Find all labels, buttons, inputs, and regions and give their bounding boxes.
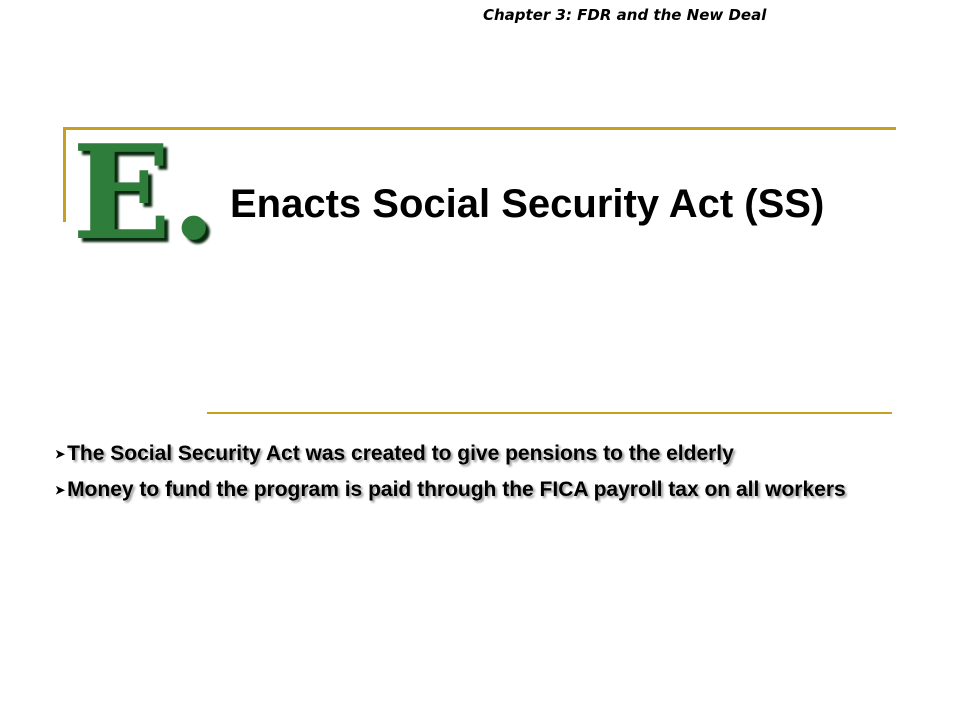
slide-title: Enacts Social Security Act (SS) — [230, 182, 825, 226]
arrow-bullet-icon: ➤ — [55, 446, 66, 461]
bullet-item — [55, 476, 915, 504]
section-letter: E. — [72, 116, 217, 269]
bullet-list — [55, 440, 915, 512]
bullet-text: The Social Security Act was created to give pensions to the elderly — [67, 442, 734, 465]
left-divider — [63, 127, 66, 222]
arrow-bullet-icon: ➤ — [55, 482, 66, 497]
bullet-text: Money to fund the program is paid through the FICA payroll tax on all workers — [67, 477, 846, 501]
chapter-header: Chapter 3: FDR and the New Deal — [483, 6, 767, 24]
bullet-item — [55, 440, 915, 468]
bottom-divider — [207, 412, 892, 414]
